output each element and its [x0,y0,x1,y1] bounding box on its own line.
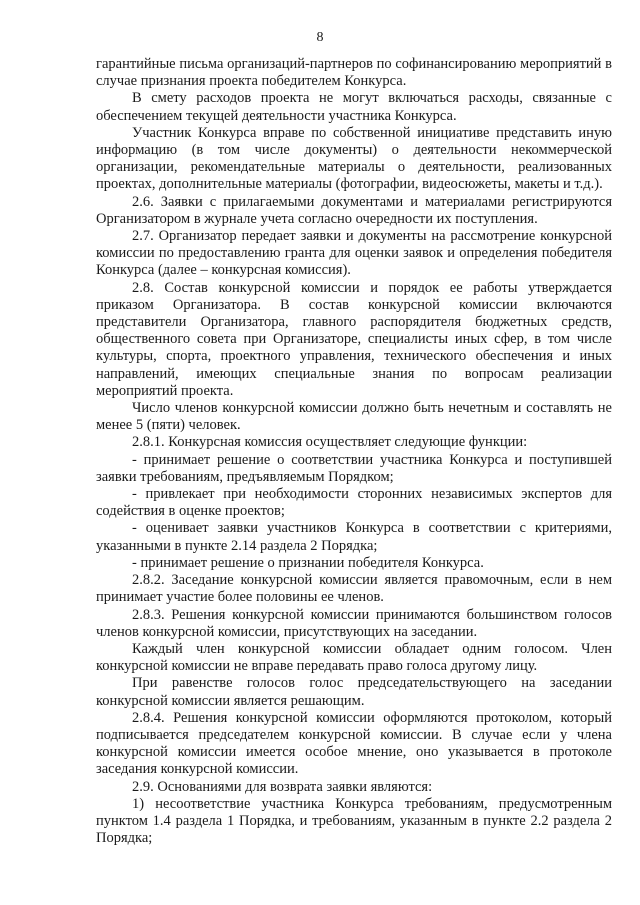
paragraph: 2.8.1. Конкурсная комиссия осуществляет следующие функции: [132,434,528,451]
paragraph: В смету расходов проекта не могут включаться расходы, связанные с обеспечением текущей деятельности участника Конкурса. [96,90,612,124]
paragraph: При равенстве голосов голос председательствующего на заседании конкурсной комиссии является решающим. [96,675,612,709]
paragraph: 2.8.4. Решения конкурсной комиссии оформляются протоколом, который подписывается председателем конкурсной комиссии. В случае если у члена конкурсной комиссии имеется особое мнение, оно указывается в протоколе заседания конкурсной комиссии. [96,709,612,778]
paragraph: Участник Конкурса вправе по собственной инициативе представить иную информацию (в том числе документы) о деятельности некоммерческой организации, рекомендательные материалы о деятельности, реализованных проектах, дополнительные материалы (фотографии, видеосюжеты, макеты и т.д.). [96,124,612,193]
paragraph: 2.6. Заявки с прилагаемыми документами и материалами регистрируются Организатором в журнале учета согласно очередности их поступления. [96,193,612,227]
paragraph: - оценивает заявки участников Конкурса в соответствии с критериями, указанными в пункте 2.14 раздела 2 Порядка; [96,520,612,554]
paragraph: - принимает решение о признании победителя Конкурса. [132,554,484,571]
paragraph: - привлекает при необходимости сторонних независимых экспертов для содействия в оценке проектов; [96,486,612,520]
paragraph: 2.9. Основаниями для возврата заявки являются: [132,778,433,795]
paragraph: Число членов конкурсной комиссии должно быть нечетным и составлять не менее 5 (пяти) человек. [96,400,612,434]
paragraph: гарантийные письма организаций-партнеров по софинансированию мероприятий в случае признания проекта победителем Конкурса. [96,56,612,90]
paragraph: 2.7. Организатор передает заявки и документы на рассмотрение конкурсной комиссии по предоставлению гранта для оценки заявок и определения победителя Конкурса (далее – конкурсная комиссия). [96,228,612,279]
paragraph: 1) несоответствие участника Конкурса требованиям, предусмотренным пунктом 1.4 раздела 1 Порядка, и требованиям, указанным в пункте 2.2 раздела 2 Порядка; [96,795,612,847]
paragraph: - принимает решение о соответствии участника Конкурса и поступившей заявки требованиям, предъявляемым Порядком; [96,451,612,485]
page-number: 8 [316,30,324,45]
paragraph: 2.8.3. Решения конкурсной комиссии принимаются большинством голосов членов конкурсной комиссии, присутствующих на заседании. [96,606,612,640]
paragraph: Каждый член конкурсной комиссии обладает одним голосом. Член конкурсной комиссии не вправе передавать право голоса другому лицу. [96,640,612,675]
paragraph: 2.8.2. Заседание конкурсной комиссии является правомочным, если в нем принимает участие более половины ее членов. [96,572,612,606]
document-body [96,56,612,847]
paragraph: 2.8. Состав конкурсной комиссии и порядок ее работы утверждается приказом Организатора. В состав конкурсной комиссии включаются представители Организатора, главного распорядителя бюджетных средств, общественного совета при Организаторе, специалисты иных сфер, в том числе культуры, спорта, проектного управления, технического обеспечения и иных направлений, имеющих специальные знания по вопросам реализации мероприятий проекта. [96,279,612,399]
